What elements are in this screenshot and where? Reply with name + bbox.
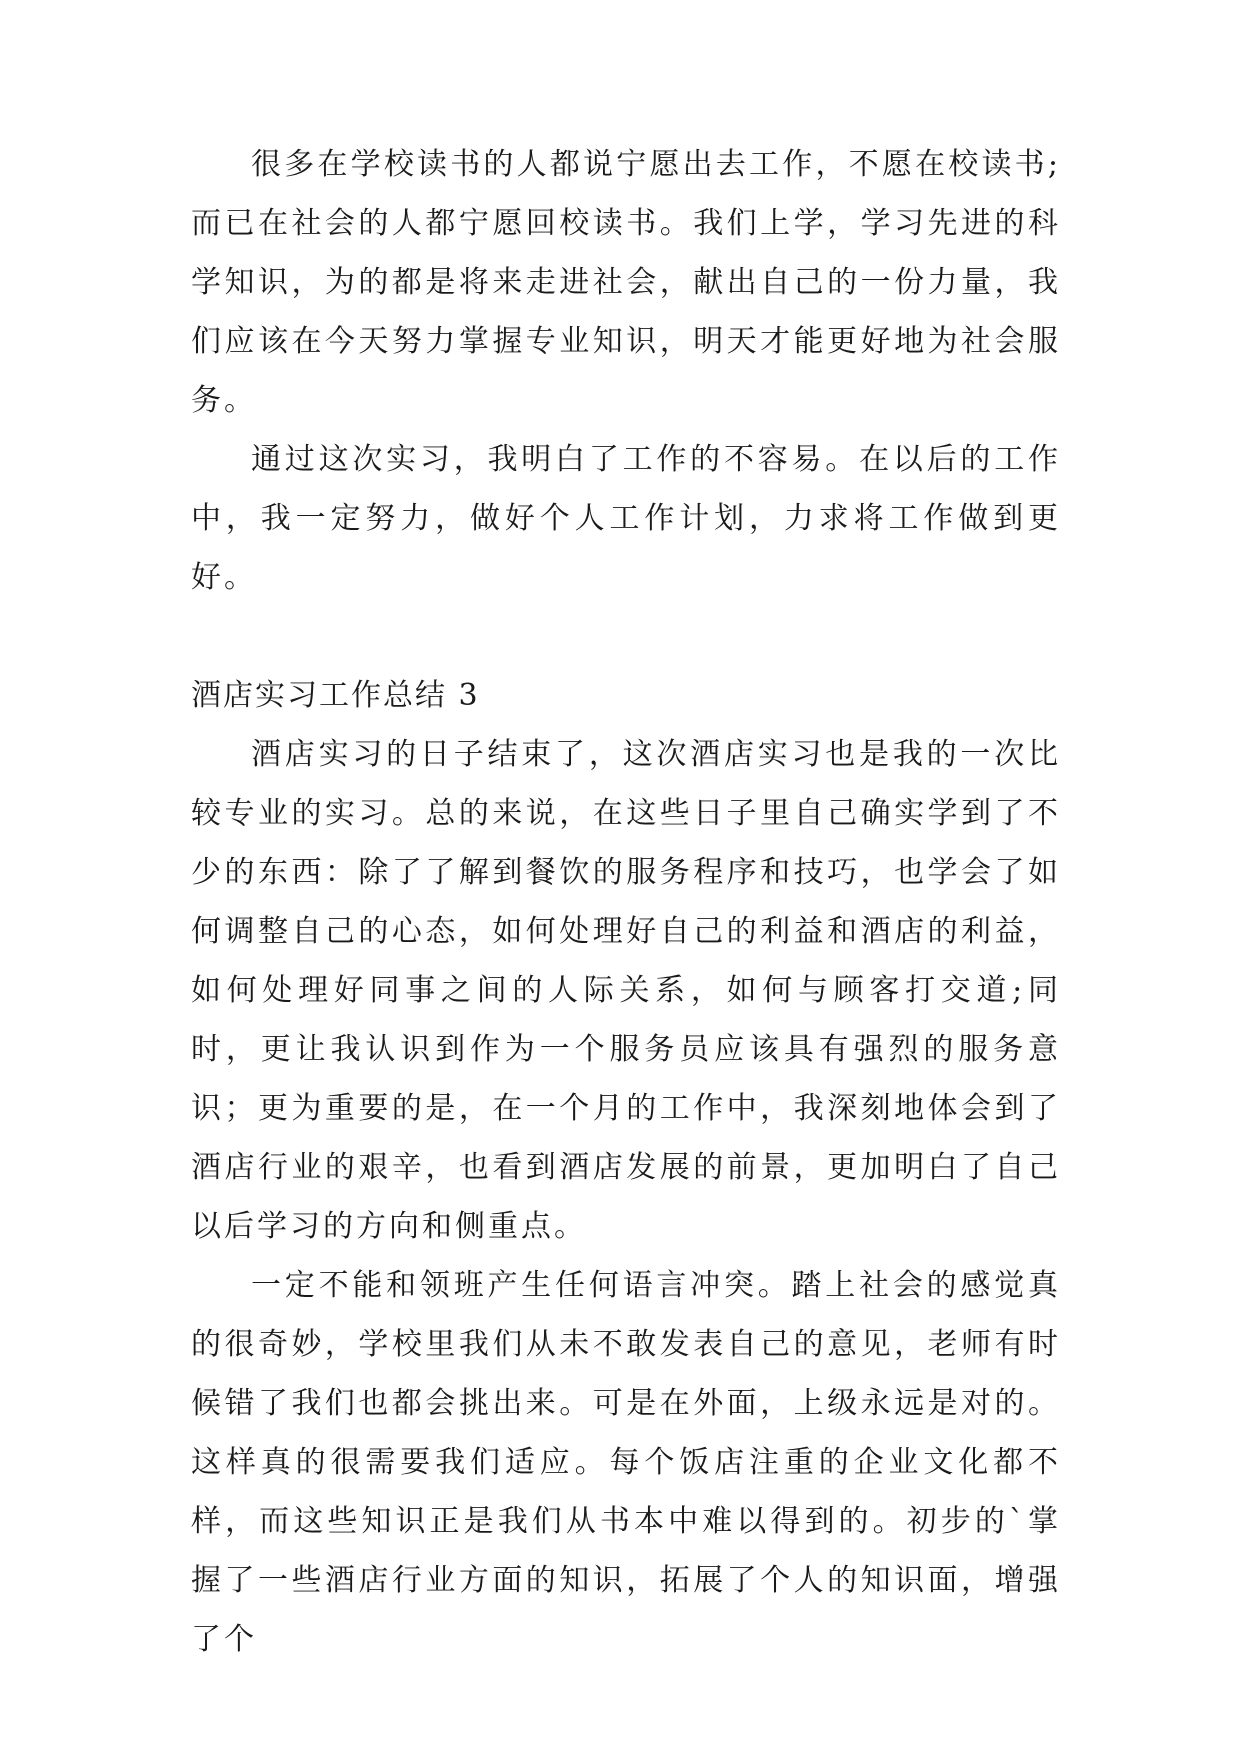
section-heading: 酒店实习工作总结 3	[191, 678, 480, 713]
paragraph-hotel-internship-summary: 酒店实习的日子结束了，这次酒店实习也是我的一次比较专业的实习。总的来说，在这些日子里自己确实学到了不少的东西：除了了解到餐饮的服务程序和技巧，也学会了如何调整自己的心态，如何处理好自己的利益和酒店的利益，如何处理好同事之间的人际关系，如何与顾客打交道;同时，更让我认识到作为一个服务员应该具有强烈的服务意识；更为重要的是，在一个月的工作中，我深刻地体会到了酒店行业的艰辛，也看到酒店发展的前景，更加明白了自己以后学习的方向和侧重点。	[191, 737, 1061, 1244]
paragraph-internship-lesson: 通过这次实习，我明白了工作的不容易。在以后的工作中，我一定努力，做好个人工作计划，力求将工作做到更好。	[191, 442, 1061, 595]
document-body	[191, 135, 1061, 1669]
paragraph-workplace-adaptation: 一定不能和领班产生任何语言冲突。踏上社会的感觉真的很奇妙，学校里我们从未不敢发表自己的意见，老师有时候错了我们也都会挑出来。可是在外面，上级永远是对的。这样真的很需要我们适应。每个饭店注重的企业文化都不样，而这些知识正是我们从书本中难以得到的。初步的`掌握了一些酒店行业方面的知识，拓展了个人的知识面，增强了个	[191, 1268, 1061, 1657]
paragraph-study-vs-work: 很多在学校读书的人都说宁愿出去工作，不愿在校读书;而已在社会的人都宁愿回校读书。我们上学，学习先进的科学知识，为的都是将来走进社会，献出自己的一份力量，我们应该在今天努力掌握专业知识，明天才能更好地为社会服务。	[191, 147, 1061, 418]
